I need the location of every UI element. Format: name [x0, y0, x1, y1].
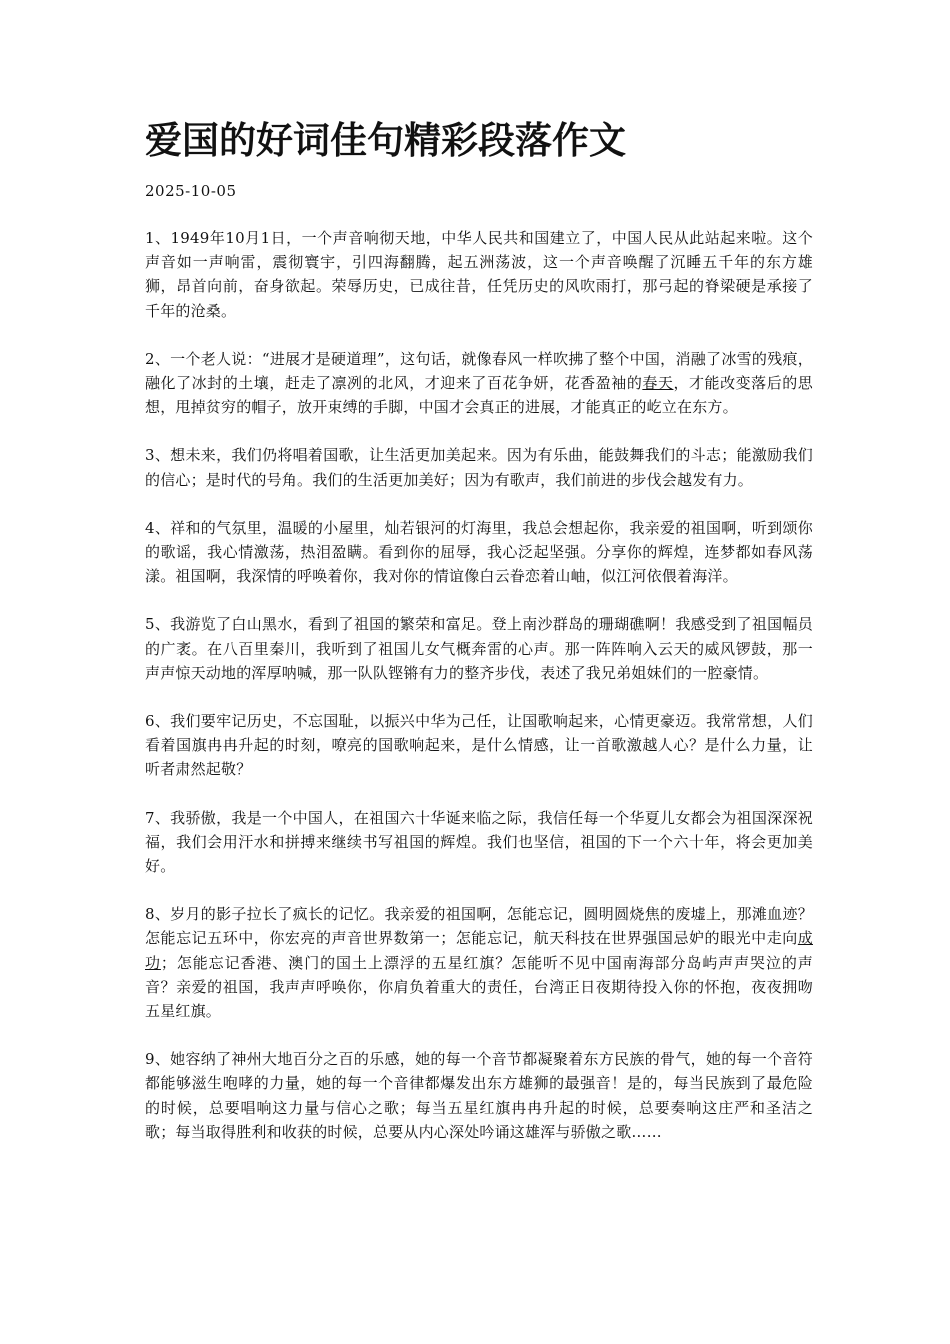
success-link[interactable]: 成功: [145, 929, 813, 972]
paragraph-1: [145, 226, 813, 323]
paragraph-text: 5、我游览了白山黑水，看到了祖国的繁荣和富足。登上南沙群岛的珊瑚礁啊！我感受到了祖国幅员的广袤。在八百里秦川，我听到了祖国儿女气概奔雷的心声。那一阵阵响入云天的威风锣鼓，那一声声惊天动地的浑厚呐喊，那一队队铿锵有力的整齐步伐，表述了我兄弟姐妹们的一腔豪情。: [145, 615, 813, 682]
paragraph-5: [145, 612, 813, 685]
paragraph-4: [145, 516, 813, 589]
paragraph-text: 9、她容纳了神州大地百分之百的乐感，她的每一个音节都凝聚着东方民族的骨气，她的每一个音符都能够滋生咆哮的力量，她的每一个音律都爆发出东方雄狮的最强音！是的，每当民族到了最危险的时候，总要唱响这力量与信心之歌；每当五星红旗冉冉升起的时候，总要奏响这庄严和圣洁之歌；每当取得胜利和收获的时候，总要从内心深处吟诵这雄浑与骄傲之歌……: [145, 1050, 813, 1141]
paragraph-text: 2、一个老人说：“进展才是硬道理”，这句话，就像春风一样吹拂了整个中国，消融了冰雪的残痕，融化了冰封的土壤，赶走了凛冽的北风，才迎来了百花争妍，花香盈袖的: [145, 349, 813, 393]
paragraph-text: 7、我骄傲，我是一个中国人，在祖国六十华诞来临之际，我信任每一个华夏儿女都会为祖国深深祝福，我们会用汗水和拼搏来继续书写祖国的辉煌。我们也坚信，祖国的下一个六十年，将会更加美好。: [145, 808, 813, 876]
spring-link[interactable]: 春天: [642, 374, 674, 393]
paragraph-text: 4、祥和的气氛里，温暖的小屋里，灿若银河的灯海里，我总会想起你，我亲爱的祖国啊，听到颂你的歌谣，我心情激荡，热泪盈瞒。看到你的屈辱，我心泛起坚强。分享你的辉煌，连梦都如春风荡漾。祖国啊，我深情的呼唤着你，我对你的情谊像白云眷恋着山岫，似江河依偎着海洋。: [145, 518, 813, 586]
paragraph-8: [145, 902, 813, 1023]
paragraph-3: [145, 443, 813, 491]
paragraph-text: 6、我们要牢记历史，不忘国耻，以振兴中华为己任，让国歌响起来，心情更豪迈。我常常想，人们看着国旗冉冉升起的时刻，嘹亮的国歌响起来，是什么情感，让一首歌激越人心？是什么力量，让听者肃然起敬？: [145, 712, 813, 779]
page-title: 爱国的好词佳句精彩段落作文: [145, 118, 626, 162]
paragraph-text: ；怎能忘记香港、澳门的国土上漂浮的五星红旗？怎能听不见中国南海部分岛屿声声哭泣的声音？亲爱的祖国，我声声呼唤你，你肩负着重大的责任，台湾正日夜期待投入你的怀抱，夜夜拥吻五星红旗。: [145, 953, 813, 1021]
paragraph-7: [145, 806, 813, 879]
paragraph-text: 1、1949年10月1日，一个声音响彻天地，中华人民共和国建立了，中国人民从此站起来啦。这个声音如一声响雷，震彻寰宇，引四海翻腾，起五洲荡波，这一个声音唤醒了沉睡五千年的东方雄狮，昂首向前，奋身欲起。荣辱历史，已成往昔，任凭历史的风吹雨打，那弓起的脊梁硬是承接了千年的沧桑。: [145, 229, 813, 320]
publish-date: 2025-10-05: [145, 182, 237, 200]
paragraph-2: [145, 347, 813, 420]
paragraph-6: [145, 709, 813, 782]
paragraph-text: 8、岁月的影子拉长了疯长的记忆。我亲爱的祖国啊，怎能忘记，圆明圆烧焦的废墟上，那滩血迹？怎能忘记五环中，你宏亮的声音世界数第一；怎能忘记，航天科技在世界强国忌妒的眼光中走向: [145, 905, 813, 948]
paragraph-9: [145, 1047, 813, 1144]
paragraph-text: ，才能改变落后的思想，甩掉贫穷的帽子，放开束缚的手脚，中国才会真正的进展，才能真正的屹立在东方。: [145, 374, 813, 417]
article: [145, 110, 813, 1144]
paragraph-text: 3、想未来，我们仍将唱着国歌，让生活更加美起来。因为有乐曲，能鼓舞我们的斗志；能激励我们的信心；是时代的号角。我们的生活更加美好；因为有歌声，我们前进的步伐会越发有力。: [145, 446, 813, 489]
